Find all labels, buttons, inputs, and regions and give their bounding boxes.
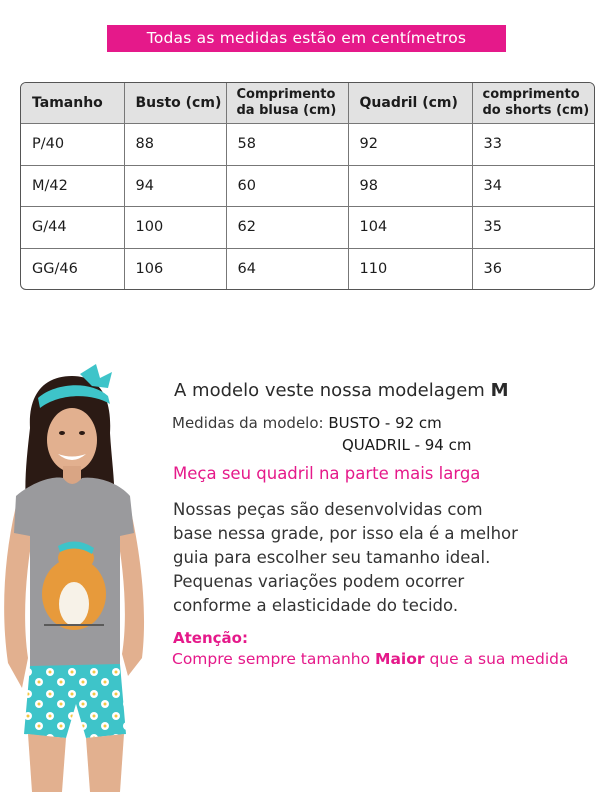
table-cell: 36 bbox=[472, 248, 595, 289]
model-measures-line bbox=[172, 414, 442, 432]
header-comprimento-blusa-line1: Comprimento bbox=[236, 87, 336, 102]
header-comprimento-blusa bbox=[226, 83, 348, 124]
table-cell: 64 bbox=[226, 248, 348, 289]
table-row bbox=[21, 124, 595, 166]
table-row bbox=[21, 207, 595, 249]
header-comprimento-blusa-line2: da blusa (cm) bbox=[236, 103, 337, 118]
table-cell: 88 bbox=[124, 124, 226, 166]
table-cell: 58 bbox=[226, 124, 348, 166]
model-size-prefix: A modelo veste nossa modelagem bbox=[174, 380, 485, 401]
model-size-line bbox=[174, 380, 508, 401]
table-header-row bbox=[21, 83, 595, 124]
table-cell: 92 bbox=[348, 124, 472, 166]
table-cell: 34 bbox=[472, 165, 595, 207]
header-comprimento-shorts-line2: do shorts (cm) bbox=[482, 103, 590, 118]
table-cell: 110 bbox=[348, 248, 472, 289]
header-comprimento-shorts-line1: comprimento bbox=[482, 87, 580, 102]
description-paragraph bbox=[173, 498, 553, 618]
advice-suffix: que a sua medida bbox=[429, 650, 569, 668]
table-cell: 106 bbox=[124, 248, 226, 289]
table-cell: 100 bbox=[124, 207, 226, 249]
table-cell: 33 bbox=[472, 124, 595, 166]
table-cell: 98 bbox=[348, 165, 472, 207]
table-cell: GG/46 bbox=[21, 248, 124, 289]
table-cell: G/44 bbox=[21, 207, 124, 249]
size-advice bbox=[172, 650, 568, 668]
header-comprimento-shorts bbox=[472, 83, 595, 124]
table-cell: 35 bbox=[472, 207, 595, 249]
table-cell: P/40 bbox=[21, 124, 124, 166]
table-row bbox=[21, 165, 595, 207]
table-cell: 60 bbox=[226, 165, 348, 207]
table-row bbox=[21, 248, 595, 289]
table-cell: 104 bbox=[348, 207, 472, 249]
size-table bbox=[20, 82, 595, 290]
table-cell: M/42 bbox=[21, 165, 124, 207]
description-line: guia para escolher seu tamanho ideal. bbox=[173, 548, 491, 567]
measures-label: Medidas da modelo: bbox=[172, 414, 324, 432]
bust-measure: BUSTO - 92 cm bbox=[328, 414, 442, 432]
model-size-value: M bbox=[490, 380, 509, 401]
hip-measure: QUADRIL - 94 cm bbox=[342, 436, 472, 454]
header-tamanho: Tamanho bbox=[21, 83, 124, 124]
measure-tip: Meça seu quadril na parte mais larga bbox=[173, 464, 481, 483]
model-illustration bbox=[0, 358, 172, 792]
description-line: Pequenas variações podem ocorrer bbox=[173, 572, 465, 591]
advice-bold: Maior bbox=[375, 650, 425, 668]
header-busto: Busto (cm) bbox=[124, 83, 226, 124]
units-banner: Todas as medidas estão em centímetros bbox=[107, 25, 506, 52]
description-line: Nossas peças são desenvolvidas com bbox=[173, 500, 483, 519]
advice-prefix: Compre sempre tamanho bbox=[172, 650, 371, 668]
header-quadril: Quadril (cm) bbox=[348, 83, 472, 124]
table-cell: 94 bbox=[124, 165, 226, 207]
attention-label: Atenção: bbox=[173, 629, 248, 647]
table-cell: 62 bbox=[226, 207, 348, 249]
description-line: conforme a elasticidade do tecido. bbox=[173, 596, 459, 615]
description-line: base nessa grade, por isso ela é a melhor bbox=[173, 524, 518, 543]
